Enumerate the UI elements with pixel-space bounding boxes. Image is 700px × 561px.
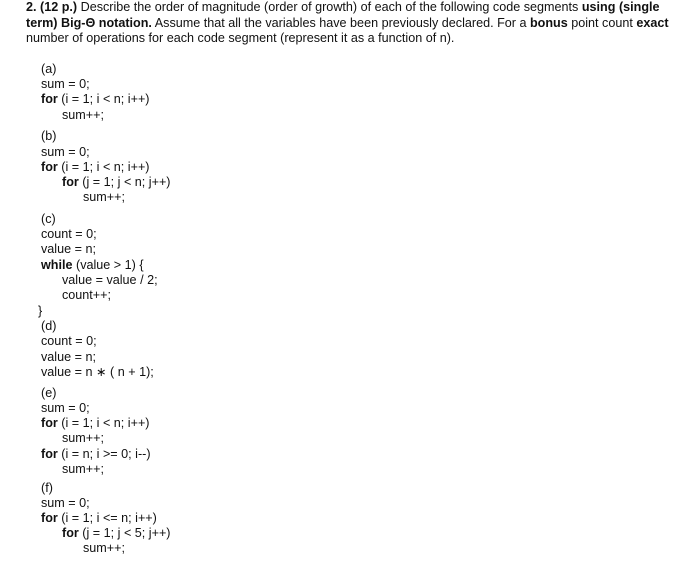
- segment-e-label: (e): [41, 386, 57, 400]
- segment-a-label: (a): [41, 62, 57, 76]
- segment-b-line-1: sum = 0;: [41, 145, 90, 159]
- segment-c-closing-brace: }: [38, 304, 43, 318]
- segment-c-while-header: (value > 1) {: [72, 258, 144, 272]
- segment-b-label: (b): [41, 129, 57, 143]
- segment-c-label: (c): [41, 212, 56, 226]
- segment-b-for-header: (i = 1; i < n; i++): [57, 160, 150, 174]
- question-single-term: (single term) Big-Θ notation.: [26, 0, 660, 30]
- segment-c-line-2: value = n;: [41, 242, 96, 256]
- segment-c-line-1: count = 0;: [41, 227, 97, 241]
- segment-e-second-for-header: (i = n; i >= 0; i--): [57, 447, 151, 461]
- segment-f-label: (f): [41, 481, 53, 495]
- segment-e-for-keyword: for: [41, 416, 58, 430]
- segment-c-line-4: value = value / 2;: [62, 273, 158, 287]
- segment-b-inner-for-header: (j = 1; j < n; j++): [78, 175, 171, 189]
- segment-c-while-keyword: while: [41, 258, 73, 272]
- segment-e-line-3: sum++;: [62, 431, 104, 445]
- question-points: (12 p.): [40, 0, 78, 14]
- segment-a-for-header: (i = 1; i < n; i++): [57, 92, 150, 106]
- segment-f-inner-for-header: (j = 1; j < 5; j++): [78, 526, 171, 540]
- segment-f-line-1: sum = 0;: [41, 496, 90, 510]
- segment-b-for-keyword: for: [41, 160, 58, 174]
- segment-f-line-4: sum++;: [83, 541, 125, 555]
- segment-a-for-keyword: for: [41, 92, 58, 106]
- segment-a-line-2: [41, 92, 150, 107]
- segment-d-line-3: value = n ∗ ( n + 1);: [41, 365, 154, 379]
- question-number: 2.: [26, 0, 37, 14]
- segment-a-line-3: sum++;: [62, 108, 104, 122]
- question-prompt: [26, 0, 676, 47]
- segment-e-line-4: [41, 447, 151, 462]
- segment-e-second-for-keyword: for: [41, 447, 58, 461]
- segment-a-line-1: sum = 0;: [41, 77, 90, 91]
- question-text-b: Assume that all the variables have been previously declared. For a: [154, 15, 527, 30]
- segment-d-label: (d): [41, 319, 57, 333]
- segment-e-line-2: [41, 416, 150, 431]
- segment-f-for-keyword: for: [41, 511, 58, 525]
- segment-f-line-2: [41, 511, 157, 526]
- segment-b-line-2: [41, 160, 150, 175]
- segment-e-for-header: (i = 1; i < n; i++): [57, 416, 150, 430]
- question-text-c: point count: [571, 15, 633, 30]
- segment-d-line-1: count = 0;: [41, 334, 97, 348]
- question-using: using: [581, 0, 616, 14]
- segment-b-line-3: [62, 175, 171, 190]
- segment-f-for-header: (i = 1; i <= n; i++): [57, 511, 157, 525]
- segment-f-line-3: [62, 526, 171, 541]
- question-text-d: number of operations for each code segment (represent it as a function of n).: [26, 31, 455, 45]
- segment-e-line-1: sum = 0;: [41, 401, 90, 415]
- question-bonus: bonus: [529, 15, 568, 30]
- segment-e-line-5: sum++;: [62, 462, 104, 476]
- segment-c-line-3: [41, 258, 144, 273]
- segment-b-inner-for-keyword: for: [62, 175, 79, 189]
- question-exact: exact: [636, 15, 669, 30]
- segment-c-line-5: count++;: [62, 288, 112, 302]
- question-text-a: Describe the order of magnitude (order of growth) of each of the following code segments: [80, 0, 579, 14]
- segment-b-line-4: sum++;: [83, 190, 125, 204]
- segment-f-inner-for-keyword: for: [62, 526, 79, 540]
- segment-d-line-2: value = n;: [41, 350, 96, 364]
